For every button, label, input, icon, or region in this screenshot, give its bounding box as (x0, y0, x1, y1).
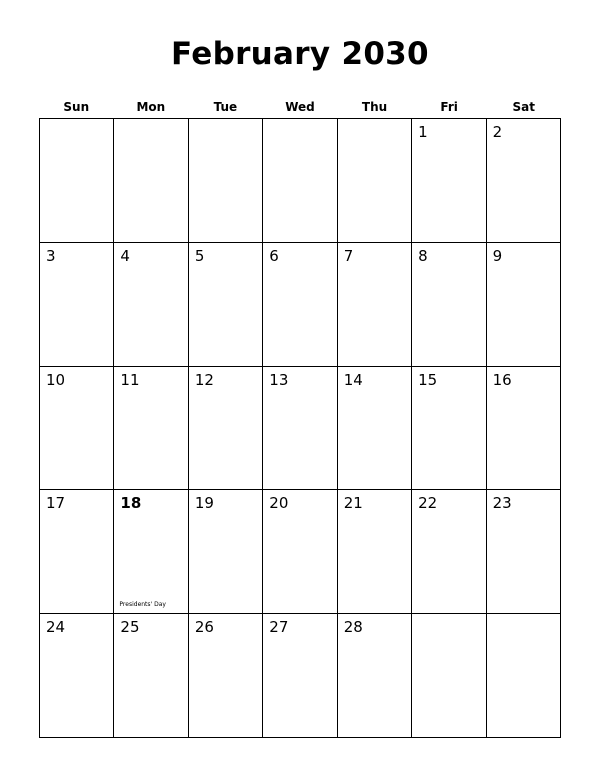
day-cell-6 (263, 243, 337, 367)
day-number: 25 (120, 618, 140, 637)
day-number: 26 (194, 618, 214, 637)
day-cell-19 (189, 490, 263, 614)
weekday-sat: Sat (512, 100, 535, 114)
day-cell-2 (487, 119, 561, 243)
day-cell-10 (40, 367, 114, 491)
day-cell-3 (40, 243, 114, 367)
empty-day-cell (263, 119, 337, 243)
weekday-header-row (39, 99, 561, 115)
day-number: 17 (46, 494, 66, 513)
day-cell-7 (338, 243, 412, 367)
day-number: 21 (343, 494, 363, 513)
weekday-mon: Mon (136, 100, 166, 114)
day-number: 27 (269, 618, 289, 637)
empty-day-cell (189, 119, 263, 243)
calendar-grid (39, 118, 561, 738)
day-number: 3 (46, 246, 56, 265)
day-cell-11 (114, 367, 188, 491)
day-cell-17 (40, 490, 114, 614)
day-cell-16 (487, 367, 561, 491)
day-number: 1 (418, 123, 428, 141)
day-number: 28 (343, 618, 363, 637)
day-cell-27 (263, 614, 337, 738)
day-cell-14 (338, 367, 412, 491)
day-cell-13 (263, 367, 337, 491)
day-cell-22 (412, 490, 486, 614)
day-cell-15 (412, 367, 486, 491)
weekday-fri: Fri (440, 100, 458, 114)
day-cell-23 (487, 490, 561, 614)
day-number: 23 (492, 494, 512, 513)
day-number: 7 (343, 246, 354, 265)
day-cell-28 (338, 614, 412, 738)
day-number: 14 (343, 370, 363, 389)
day-number: 24 (46, 618, 66, 637)
empty-day-cell (338, 119, 412, 243)
day-number: 18 (120, 494, 142, 513)
holiday-label: Presidents' Day (119, 601, 166, 609)
day-number: 4 (120, 246, 130, 265)
day-number: 20 (269, 494, 289, 513)
day-cell-21 (338, 490, 412, 614)
day-number: 2 (492, 123, 503, 141)
empty-day-cell (412, 614, 486, 738)
day-number: 22 (418, 494, 438, 513)
day-cell-1 (412, 119, 486, 243)
day-cell-18 (114, 490, 188, 614)
weekday-sun: Sun (63, 100, 90, 114)
day-number: 9 (492, 246, 503, 265)
empty-day-cell (114, 119, 188, 243)
weekday-tue: Tue (213, 100, 238, 114)
empty-day-cell (40, 119, 114, 243)
calendar-title: February 2030 (171, 36, 429, 72)
empty-day-cell (487, 614, 561, 738)
day-cell-24 (40, 614, 114, 738)
day-number: 10 (46, 370, 66, 389)
day-number: 15 (418, 370, 438, 389)
weekday-thu: Thu (361, 100, 388, 114)
day-number: 5 (194, 246, 205, 265)
day-cell-20 (263, 490, 337, 614)
day-number: 8 (418, 246, 428, 265)
day-number: 12 (194, 370, 214, 389)
day-number: 16 (492, 370, 512, 389)
weekday-wed: Wed (285, 100, 315, 114)
day-cell-26 (189, 614, 263, 738)
day-number: 13 (269, 370, 289, 389)
day-cell-4 (114, 243, 188, 367)
day-cell-12 (189, 367, 263, 491)
day-cell-9 (487, 243, 561, 367)
day-number: 6 (269, 246, 279, 265)
day-number: 19 (194, 494, 214, 513)
day-cell-25 (114, 614, 188, 738)
day-number: 11 (120, 370, 140, 389)
day-cell-5 (189, 243, 263, 367)
day-cell-8 (412, 243, 486, 367)
